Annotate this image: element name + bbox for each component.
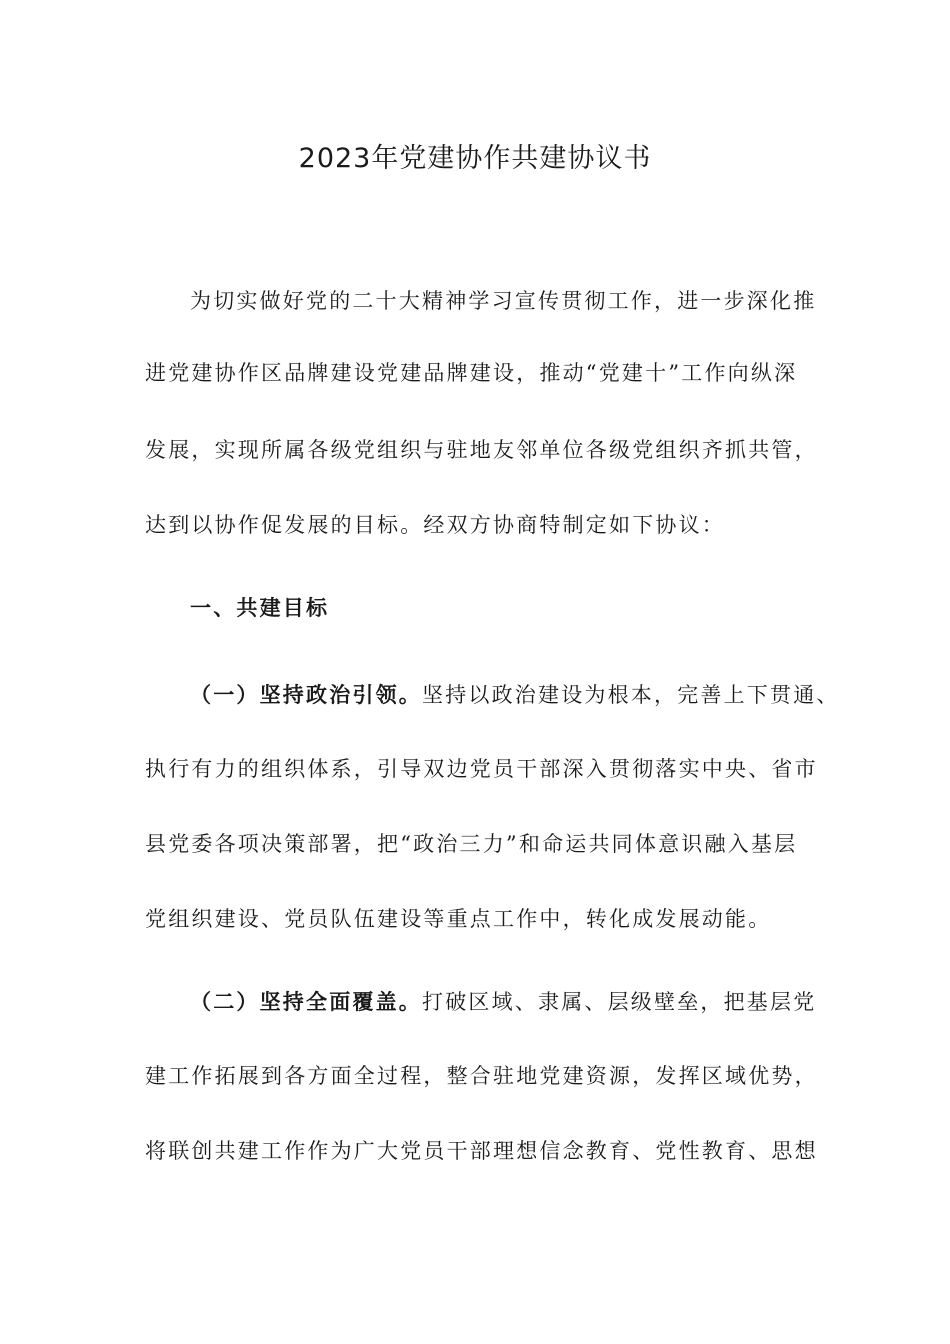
intro-line-4: 达到以协作促发展的目标。经双方协商特制定如下协议：	[145, 513, 725, 537]
document-title: 2023年党建协作共建协议书	[298, 143, 652, 174]
intro-line-3: 发展，实现所属各级党组织与驻地友邻单位各级党组织齐抓共管，	[145, 438, 818, 462]
item2-first-text: 打破区域、隶属、层级壁垒，把基层党	[422, 990, 817, 1014]
item1-first-line	[190, 680, 840, 710]
item2-first-line	[190, 987, 816, 1017]
item2-line-3: 将联创共建工作作为广大党员干部理想信念教育、党性教育、思想	[145, 1139, 818, 1163]
item1-heading: （一）坚持政治引领。	[190, 683, 422, 707]
item1-first-text: 坚持以政治建设为根本，完善上下贯通、	[422, 683, 840, 707]
intro-line-1: 为切实做好党的二十大精神学习宣传贯彻工作，进一步深化推	[190, 289, 817, 313]
item1-line-4: 党组织建设、党员队伍建设等重点工作中，转化成发展动能。	[145, 907, 772, 931]
section-heading: 一、共建目标	[190, 596, 330, 620]
item2-line-2: 建工作拓展到各方面全过程，整合驻地党建资源，发挥区域优势，	[145, 1064, 818, 1088]
item2-heading: （二）坚持全面覆盖。	[190, 990, 422, 1014]
intro-line-2: 进党建协作区品牌建设党建品牌建设，推动“党建十”工作向纵深	[145, 361, 798, 385]
item1-line-3: 县党委各项决策部署，把“政治三力”和命运共同体意识融入基层	[145, 832, 798, 856]
item1-line-2: 执行有力的组织体系，引导双边党员干部深入贯彻落实中央、省市	[145, 757, 818, 781]
